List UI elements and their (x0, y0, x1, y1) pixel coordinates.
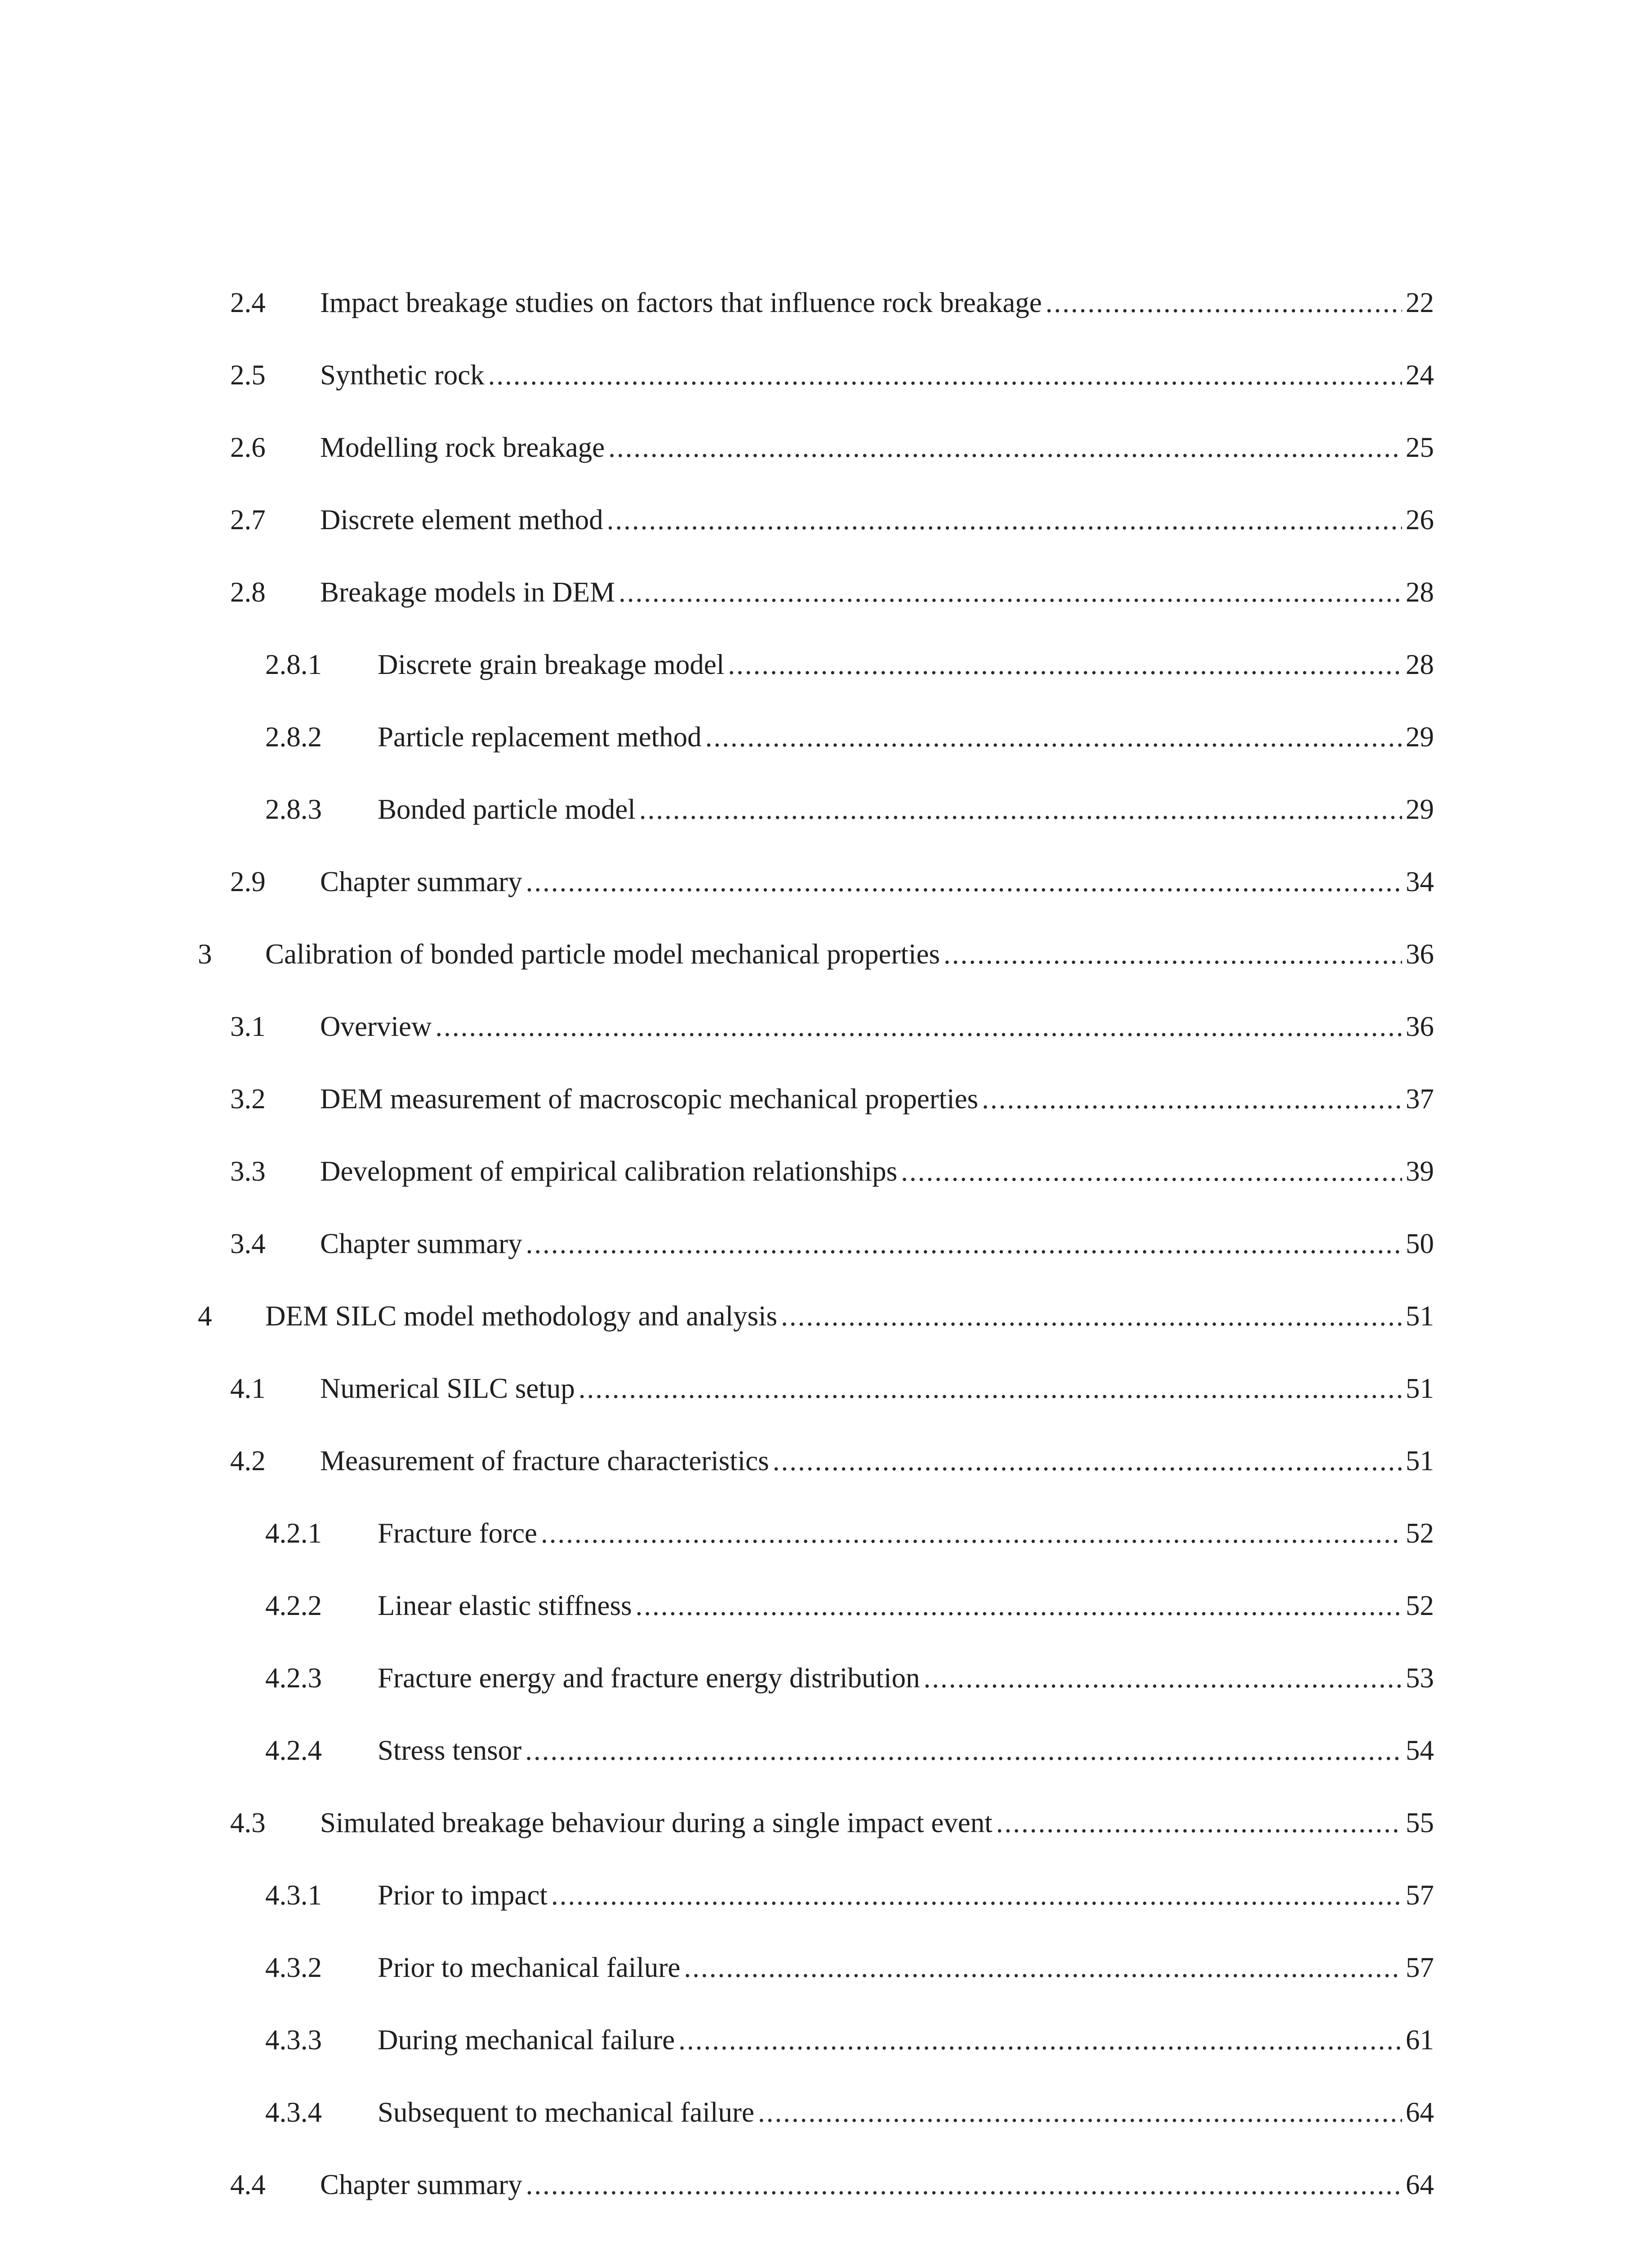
toc-entry-number: 4.3.2 (265, 1952, 322, 1983)
toc-entry-number: 2.9 (230, 866, 266, 897)
toc-entry[interactable] (230, 2164, 1434, 2205)
toc-entry-number: 3.1 (230, 1011, 266, 1042)
toc-entry-page-number: 26 (1406, 504, 1434, 535)
toc-entry-title: Stress tensor (378, 1735, 522, 1766)
toc-dot-leader (901, 1151, 1402, 1191)
toc-entry[interactable] (230, 1006, 1434, 1047)
toc-dot-leader (435, 1006, 1402, 1047)
toc-dot-leader (773, 1441, 1402, 1481)
toc-entry-number: 4.4 (230, 2169, 266, 2200)
toc-entry-title: DEM measurement of macroscopic mechanical properties (320, 1083, 979, 1115)
toc-dot-leader (526, 861, 1402, 902)
toc-entry-title: Breakage models in DEM (320, 576, 615, 608)
toc-entry-number: 2.8.3 (265, 794, 322, 825)
toc-entry[interactable] (265, 1875, 1434, 1915)
toc-dot-leader (678, 2020, 1402, 2060)
toc-entry[interactable] (230, 861, 1434, 902)
toc-entry-title: Development of empirical calibration relationships (320, 1155, 898, 1187)
toc-dot-leader (982, 1079, 1402, 1119)
toc-entry-number: 4.2 (230, 1445, 266, 1476)
toc-entry[interactable] (265, 644, 1434, 685)
toc-dot-leader (488, 355, 1402, 395)
toc-entry[interactable] (230, 427, 1434, 468)
toc-dot-leader (758, 2092, 1402, 2132)
toc-entry-title: Modelling rock breakage (320, 432, 605, 463)
toc-entry-number: 2.5 (230, 359, 266, 391)
toc-entry-number: 4.2.3 (265, 1662, 322, 1694)
toc-entry-page-number: 22 (1406, 287, 1434, 318)
toc-entry-page-number: 50 (1406, 1228, 1434, 1259)
toc-entry-page-number: 57 (1406, 1879, 1434, 1911)
toc-entry-title: Chapter summary (320, 2169, 522, 2200)
toc-entry-title: Calibration of bonded particle model mechanical properties (265, 938, 940, 970)
toc-entry-number: 3.3 (230, 1155, 266, 1187)
toc-entry-page-number: 51 (1406, 1373, 1434, 1404)
toc-entry[interactable] (230, 1368, 1434, 1409)
toc-entry-number: 3.4 (230, 1228, 266, 1259)
toc-entry-page-number: 51 (1406, 1445, 1434, 1476)
toc-entry[interactable] (265, 2092, 1434, 2132)
toc-entry-title: Linear elastic stiffness (378, 1590, 632, 1621)
toc-dot-leader (639, 789, 1402, 830)
toc-entry-number: 3.2 (230, 1083, 266, 1115)
toc-entry-title: Particle replacement method (378, 721, 702, 753)
toc-entry-page-number: 54 (1406, 1735, 1434, 1766)
toc-entry-number: 4.3.4 (265, 2096, 322, 2128)
toc-entry-page-number: 29 (1406, 721, 1434, 753)
toc-entry-number: 4.2.2 (265, 1590, 322, 1621)
toc-entry-title: Fracture force (378, 1517, 538, 1549)
toc-entry[interactable] (265, 1585, 1434, 1626)
toc-entry[interactable] (265, 789, 1434, 830)
toc-entry-number: 4 (198, 1300, 212, 1332)
toc-entry-title: Measurement of fracture characteristics (320, 1445, 769, 1476)
toc-entry[interactable] (230, 282, 1434, 323)
toc-entry-page-number: 36 (1406, 938, 1434, 970)
toc-entry-number: 4.3 (230, 1807, 266, 1838)
toc-entry-page-number: 25 (1406, 432, 1434, 463)
toc-entry-title: Discrete grain breakage model (378, 649, 725, 680)
toc-entry-title: Subsequent to mechanical failure (378, 2096, 754, 2128)
toc-entry-number: 4.1 (230, 1373, 266, 1404)
toc-entry[interactable] (265, 717, 1434, 757)
toc-entry-title: Overview (320, 1011, 432, 1042)
toc-entry-title: During mechanical failure (378, 2024, 675, 2056)
toc-entry[interactable] (230, 1223, 1434, 1264)
toc-entry[interactable] (265, 2020, 1434, 2060)
toc-entry[interactable] (230, 1151, 1434, 1191)
toc-entry-number: 4.2.4 (265, 1735, 322, 1766)
toc-entry-page-number: 52 (1406, 1517, 1434, 1549)
toc-entry-page-number: 53 (1406, 1662, 1434, 1694)
toc-entry[interactable] (265, 1730, 1434, 1771)
toc-entry-page-number: 37 (1406, 1083, 1434, 1115)
toc-dot-leader (1046, 282, 1402, 323)
toc-entry-number: 4.3.1 (265, 1879, 322, 1911)
toc-entry-page-number: 64 (1406, 2096, 1434, 2128)
toc-entry-title: Numerical SILC setup (320, 1373, 575, 1404)
toc-dot-leader (526, 2164, 1402, 2205)
toc-entry-title: Impact breakage studies on factors that influence rock breakage (320, 287, 1042, 318)
toc-entry[interactable] (230, 1441, 1434, 1481)
toc-entry-number: 2.8 (230, 576, 266, 608)
toc-dot-leader (526, 1223, 1402, 1264)
toc-entry[interactable] (265, 1947, 1434, 1988)
toc-entry[interactable] (230, 1802, 1434, 1843)
toc-entry-title: Chapter summary (320, 866, 522, 897)
toc-entry[interactable] (198, 934, 1434, 974)
toc-dot-leader (996, 1802, 1402, 1843)
toc-entry-title: Prior to impact (378, 1879, 548, 1911)
toc-entry-number: 2.8.1 (265, 649, 322, 680)
toc-entry-number: 4.3.3 (265, 2024, 322, 2056)
toc-dot-leader (608, 427, 1402, 468)
toc-entry-page-number: 24 (1406, 359, 1434, 391)
toc-dot-leader (619, 572, 1402, 612)
toc-dot-leader (541, 1513, 1402, 1553)
toc-entry-title: Discrete element method (320, 504, 603, 535)
toc-entry-page-number: 28 (1406, 649, 1434, 680)
toc-entry[interactable] (230, 355, 1434, 395)
toc-dot-leader (781, 1296, 1402, 1336)
toc-entry[interactable] (230, 572, 1434, 612)
toc-entry-title: Prior to mechanical failure (378, 1952, 681, 1983)
toc-entry-page-number: 64 (1406, 2169, 1434, 2200)
toc-entry-page-number: 29 (1406, 794, 1434, 825)
toc-entry-page-number: 55 (1406, 1807, 1434, 1838)
toc-entry-title: Synthetic rock (320, 359, 485, 391)
toc-entry-page-number: 52 (1406, 1590, 1434, 1621)
toc-dot-leader (705, 717, 1402, 757)
toc-dot-leader (607, 500, 1402, 540)
toc-entry-page-number: 51 (1406, 1300, 1434, 1332)
toc-dot-leader (525, 1730, 1402, 1771)
toc-entry[interactable] (230, 500, 1434, 540)
toc-dot-leader (551, 1875, 1402, 1915)
toc-entry-title: Bonded particle model (378, 794, 636, 825)
toc-entry-number: 2.7 (230, 504, 266, 535)
toc-entry-number: 2.6 (230, 432, 266, 463)
toc-entry-title: Chapter summary (320, 1228, 522, 1259)
toc-entry-page-number: 39 (1406, 1155, 1434, 1187)
toc-entry-title: Simulated breakage behaviour during a single impact event (320, 1807, 993, 1838)
toc-entry[interactable] (265, 1513, 1434, 1553)
toc-entry-title: Fracture energy and fracture energy distribution (378, 1662, 920, 1694)
toc-entry[interactable] (265, 1658, 1434, 1698)
toc-entry[interactable] (230, 1079, 1434, 1119)
toc-entry[interactable] (198, 1296, 1434, 1336)
toc-entry-number: 3 (198, 938, 212, 970)
toc-entry-page-number: 36 (1406, 1011, 1434, 1042)
toc-entry-page-number: 28 (1406, 576, 1434, 608)
toc-dot-leader (923, 1658, 1402, 1698)
toc-entry-page-number: 61 (1406, 2024, 1434, 2056)
toc-dot-leader (728, 644, 1402, 685)
toc-entry-number: 2.8.2 (265, 721, 322, 753)
toc-entry-page-number: 57 (1406, 1952, 1434, 1983)
toc-entry-title: DEM SILC model methodology and analysis (265, 1300, 778, 1332)
toc-entry-number: 4.2.1 (265, 1517, 322, 1549)
toc-entry-number: 2.4 (230, 287, 266, 318)
toc-dot-leader (579, 1368, 1402, 1409)
toc-dot-leader (636, 1585, 1402, 1626)
toc-entry-page-number: 34 (1406, 866, 1434, 897)
toc-dot-leader (944, 934, 1402, 974)
toc-dot-leader (684, 1947, 1402, 1988)
